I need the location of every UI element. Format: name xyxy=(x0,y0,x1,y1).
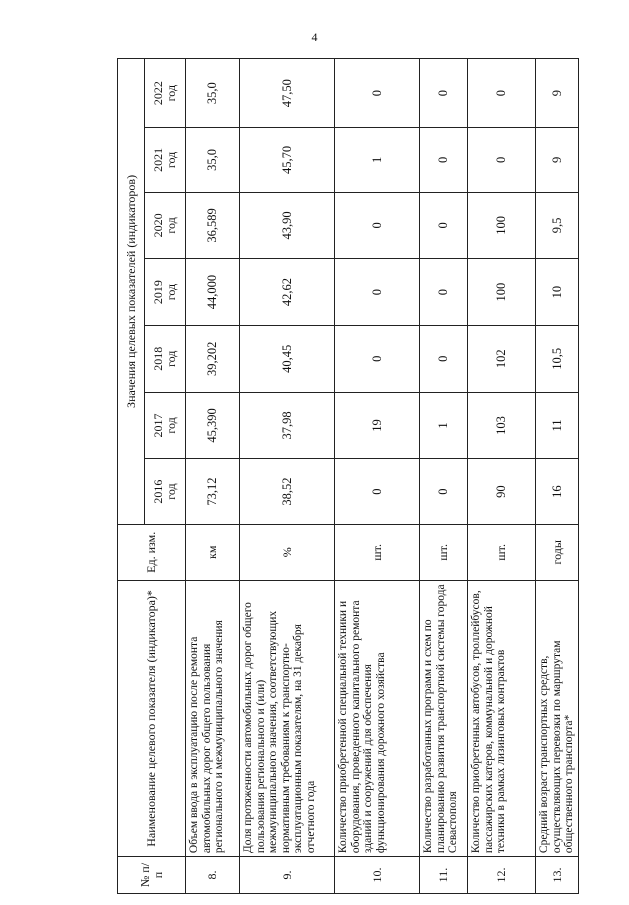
table-row xyxy=(240,59,335,894)
value-2016: 0 xyxy=(420,459,468,525)
indicator-unit: шт. xyxy=(468,524,536,580)
value-2021: 9 xyxy=(536,128,579,192)
value-2020: 36,589 xyxy=(186,192,240,259)
value-2018: 40,45 xyxy=(240,325,335,392)
value-2017: 45,390 xyxy=(186,392,240,459)
value-2022: 9 xyxy=(536,59,579,128)
value-2020: 9,5 xyxy=(536,192,579,259)
table-row xyxy=(468,59,536,894)
indicator-unit: шт. xyxy=(420,524,468,580)
indicator-name: Количество приобретенной специальной техники и оборудования, проведенного капитального ремонта зданий и сооружений для обеспечения функционирования дорожного хозяйства xyxy=(335,580,420,856)
value-2020: 0 xyxy=(420,192,468,259)
table-row xyxy=(186,59,240,894)
value-2021: 1 xyxy=(335,128,420,192)
header-values-group: Значения целевых показателей (индикаторов) xyxy=(118,59,145,525)
row-num: 11. xyxy=(420,857,468,894)
value-2021: 35,0 xyxy=(186,128,240,192)
value-2020: 0 xyxy=(335,192,420,259)
value-2016: 73,12 xyxy=(186,459,240,525)
value-2021: 0 xyxy=(468,128,536,192)
value-2022: 0 xyxy=(420,59,468,128)
value-2021: 0 xyxy=(420,128,468,192)
row-num: 12. xyxy=(468,857,536,894)
value-2017: 11 xyxy=(536,392,579,459)
indicator-name: Количество приобретенных автобусов, троллейбусов, пассажирских катеров, коммунальной и дорожной техники в рамках лизинговых контрактов xyxy=(468,580,536,856)
value-2017: 19 xyxy=(335,392,420,459)
value-2018: 102 xyxy=(468,325,536,392)
value-2018: 10,5 xyxy=(536,325,579,392)
header-year-2021: 2021 год xyxy=(145,128,186,192)
value-2022: 47,50 xyxy=(240,59,335,128)
value-2017: 37,98 xyxy=(240,392,335,459)
value-2016: 90 xyxy=(468,459,536,525)
value-2019: 0 xyxy=(420,259,468,326)
row-num: 8. xyxy=(186,857,240,894)
indicators-table-rotated xyxy=(117,58,578,894)
value-2018: 0 xyxy=(420,325,468,392)
indicator-name: Средний возраст транспортных средств, осуществляющих перевозки по маршрутам общественного транспорта* xyxy=(536,580,579,856)
table-row xyxy=(420,59,468,894)
value-2021: 45,70 xyxy=(240,128,335,192)
value-2019: 10 xyxy=(536,259,579,326)
table-row xyxy=(536,59,579,894)
indicators-table xyxy=(117,58,579,894)
header-unit: Ед. изм. xyxy=(118,524,186,580)
value-2018: 0 xyxy=(335,325,420,392)
value-2020: 100 xyxy=(468,192,536,259)
value-2019: 44,000 xyxy=(186,259,240,326)
value-2016: 16 xyxy=(536,459,579,525)
indicator-name: Количество разработанных программ и схем по планированию развития транспортной системы города Севастополя xyxy=(420,580,468,856)
table-row xyxy=(335,59,420,894)
header-year-2019: 2019 год xyxy=(145,259,186,326)
value-2022: 35,0 xyxy=(186,59,240,128)
indicator-unit: годы xyxy=(536,524,579,580)
value-2016: 0 xyxy=(335,459,420,525)
value-2018: 39,202 xyxy=(186,325,240,392)
row-num: 13. xyxy=(536,857,579,894)
indicator-unit: км xyxy=(186,524,240,580)
header-name: Наименование целевого показателя (индикатора)* xyxy=(118,580,186,856)
indicator-name: Объем ввода в эксплуатацию после ремонта автомобильных дорог общего пользования регионального и межмуниципального значения xyxy=(186,580,240,856)
value-2019: 42,62 xyxy=(240,259,335,326)
header-year-2022: 2022 год xyxy=(145,59,186,128)
value-2019: 100 xyxy=(468,259,536,326)
value-2016: 38,52 xyxy=(240,459,335,525)
value-2022: 0 xyxy=(335,59,420,128)
indicator-unit: шт. xyxy=(335,524,420,580)
header-num: № п/п xyxy=(118,857,186,894)
value-2017: 103 xyxy=(468,392,536,459)
row-num: 9. xyxy=(240,857,335,894)
value-2019: 0 xyxy=(335,259,420,326)
header-year-2020: 2020 год xyxy=(145,192,186,259)
indicator-unit: % xyxy=(240,524,335,580)
value-2017: 1 xyxy=(420,392,468,459)
value-2020: 43,90 xyxy=(240,192,335,259)
page-number: 4 xyxy=(311,30,318,44)
indicator-name: Доля протяженности автомобильных дорог общего пользования регионального и (или) межмуниципального значения, соответствующих нормативным требованиям к транспортно- эксплуатационным показателям, на 31 декабря отчетного года xyxy=(240,580,335,856)
header-year-2016: 2016 год xyxy=(145,459,186,525)
header-year-2017: 2017 год xyxy=(145,392,186,459)
row-num: 10. xyxy=(335,857,420,894)
header-year-2018: 2018 год xyxy=(145,325,186,392)
value-2022: 0 xyxy=(468,59,536,128)
